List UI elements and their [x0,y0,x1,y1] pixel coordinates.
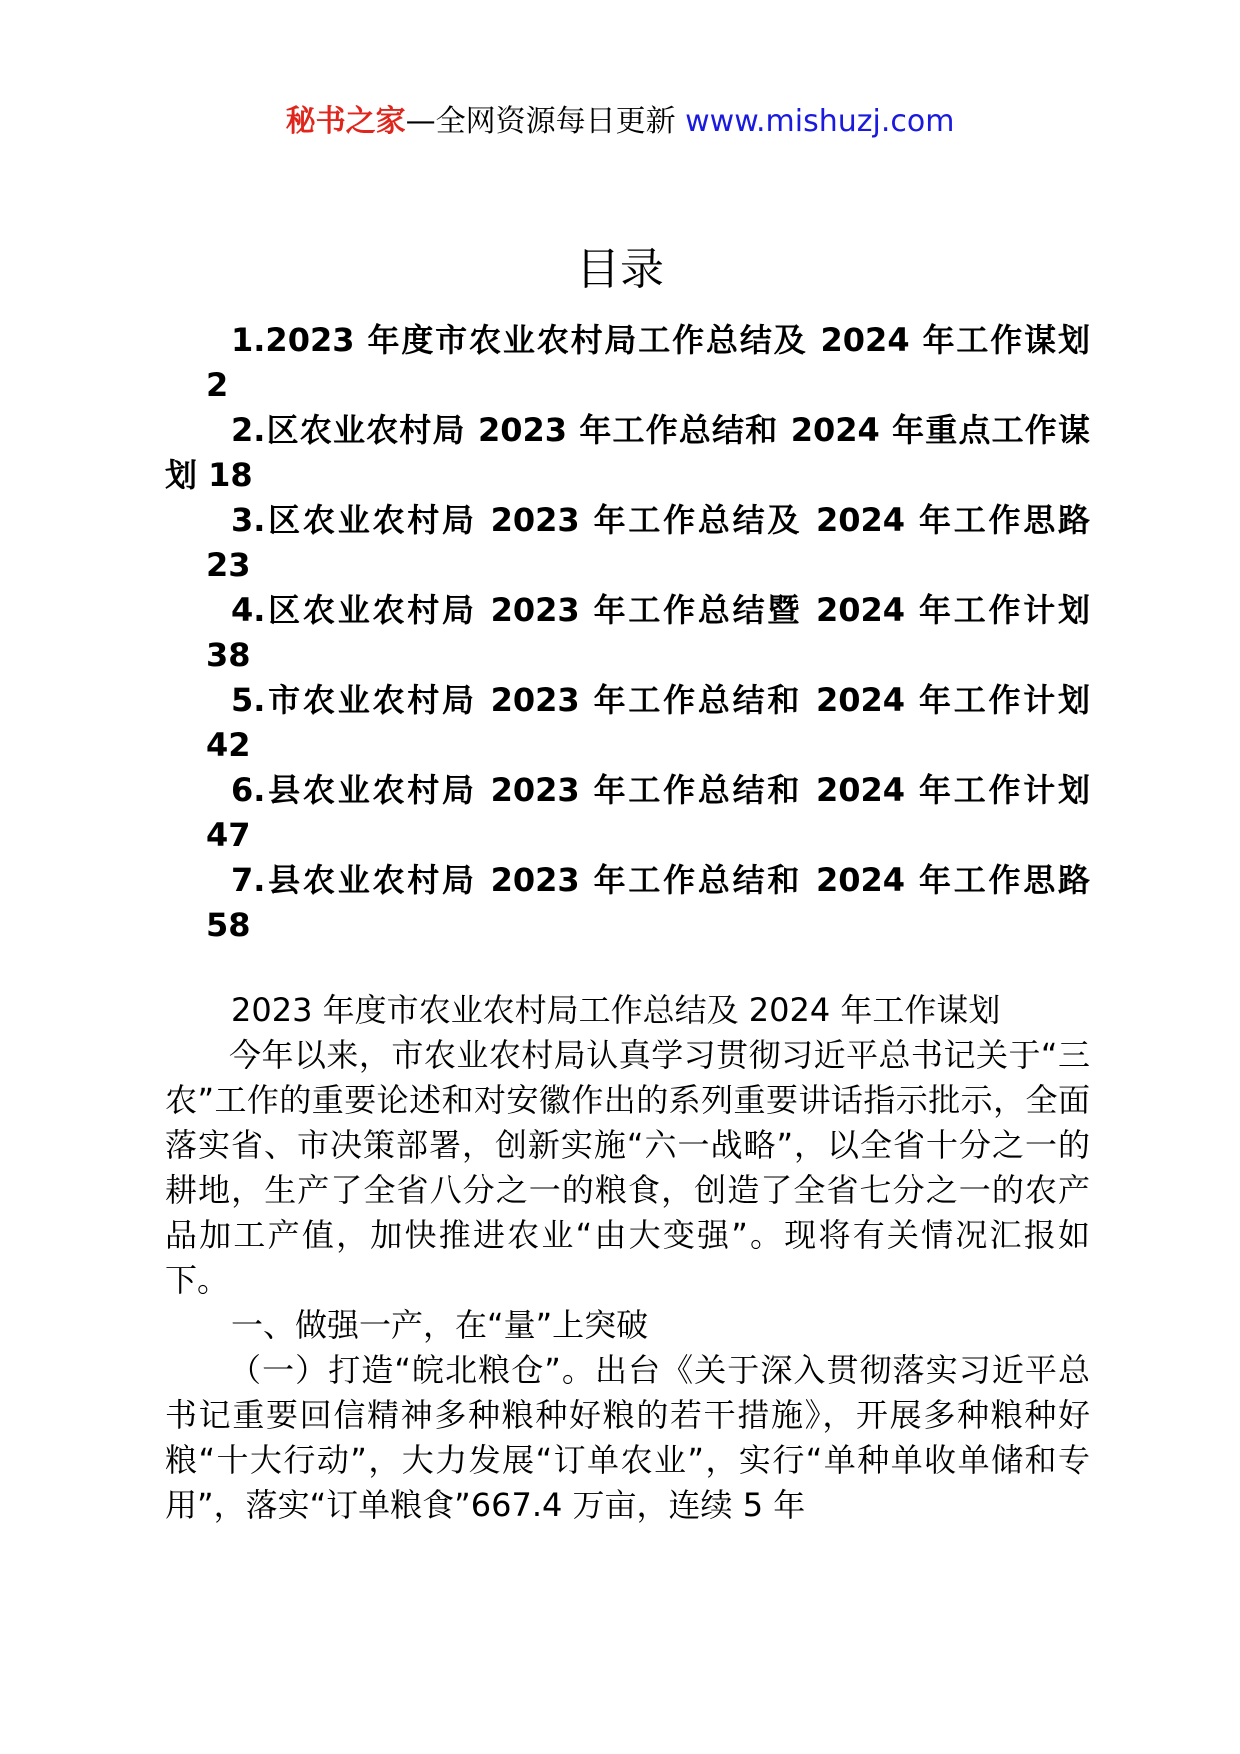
table-of-contents [165,318,1090,948]
toc-item-title: 1.2023 年度市农业农村局工作总结及 2024 年工作谋划 [231,321,1090,359]
toc-item-title: 7.县农业农村局 2023 年工作总结和 2024 年工作思路 [231,861,1090,899]
toc-item[interactable] [165,678,1090,768]
toc-item[interactable] [165,588,1090,678]
toc-item-title: 2.区农业农村局 2023 年工作总结和 2024 年重点工作谋 [231,411,1090,449]
section-heading: 一、做强一产，在“量”上突破 [231,1306,649,1344]
intro-paragraph: 今年以来，市农业农村局认真学习贯彻习近平总书记关于“三农”工作的重要论述和对安徽作出的系列重要讲话指示批示，全面落实省、市决策部署，创新实施“六一战略”，以全省十分之一的耕地，生产了全省八分之一的粮食，创造了全省七分之一的农产品加工产值，加快推进农业“由大变强”。现将有关情况汇报如下。 [165,1036,1090,1299]
site-url-link[interactable]: www.mishuzj.com [685,104,955,139]
toc-item-title: 4.区农业农村局 2023 年工作总结暨 2024 年工作计划 [231,591,1090,629]
toc-item-page: 23 [206,546,251,584]
document-body [165,988,1090,1528]
toc-item-page: 38 [206,636,251,674]
toc-item[interactable] [165,318,1090,408]
toc-item[interactable] [165,408,1090,498]
toc-item[interactable] [165,768,1090,858]
toc-item-page: 47 [206,816,251,854]
toc-item-page: 42 [206,726,251,764]
toc-item[interactable] [165,498,1090,588]
toc-item-page: 2 [206,366,229,404]
toc-item-page: 划 18 [165,456,253,494]
site-tagline: —全网资源每日更新 [405,104,686,139]
toc-item-page: 58 [206,906,251,944]
toc-item-title: 3.区农业农村局 2023 年工作总结及 2024 年工作思路 [231,501,1090,539]
site-header [0,100,1240,144]
site-brand: 秘书之家 [285,104,406,139]
toc-item[interactable] [165,858,1090,948]
toc-item-title: 5.市农业农村局 2023 年工作总结和 2024 年工作计划 [231,681,1090,719]
subsection-paragraph: （一）打造“皖北粮仓”。出台《关于深入贯彻落实习近平总书记重要回信精神多种粮种好粮的若干措施》，开展多种粮种好粮“十大行动”，大力发展“订单农业”，实行“单种单收单储和专用”，落实“订单粮食”667.4 万亩，连续 5 年 [165,1351,1090,1524]
toc-title: 目录 [576,244,664,295]
document-title: 2023 年度市农业农村局工作总结及 2024 年工作谋划 [231,991,1001,1029]
toc-item-title: 6.县农业农村局 2023 年工作总结和 2024 年工作计划 [231,771,1090,809]
